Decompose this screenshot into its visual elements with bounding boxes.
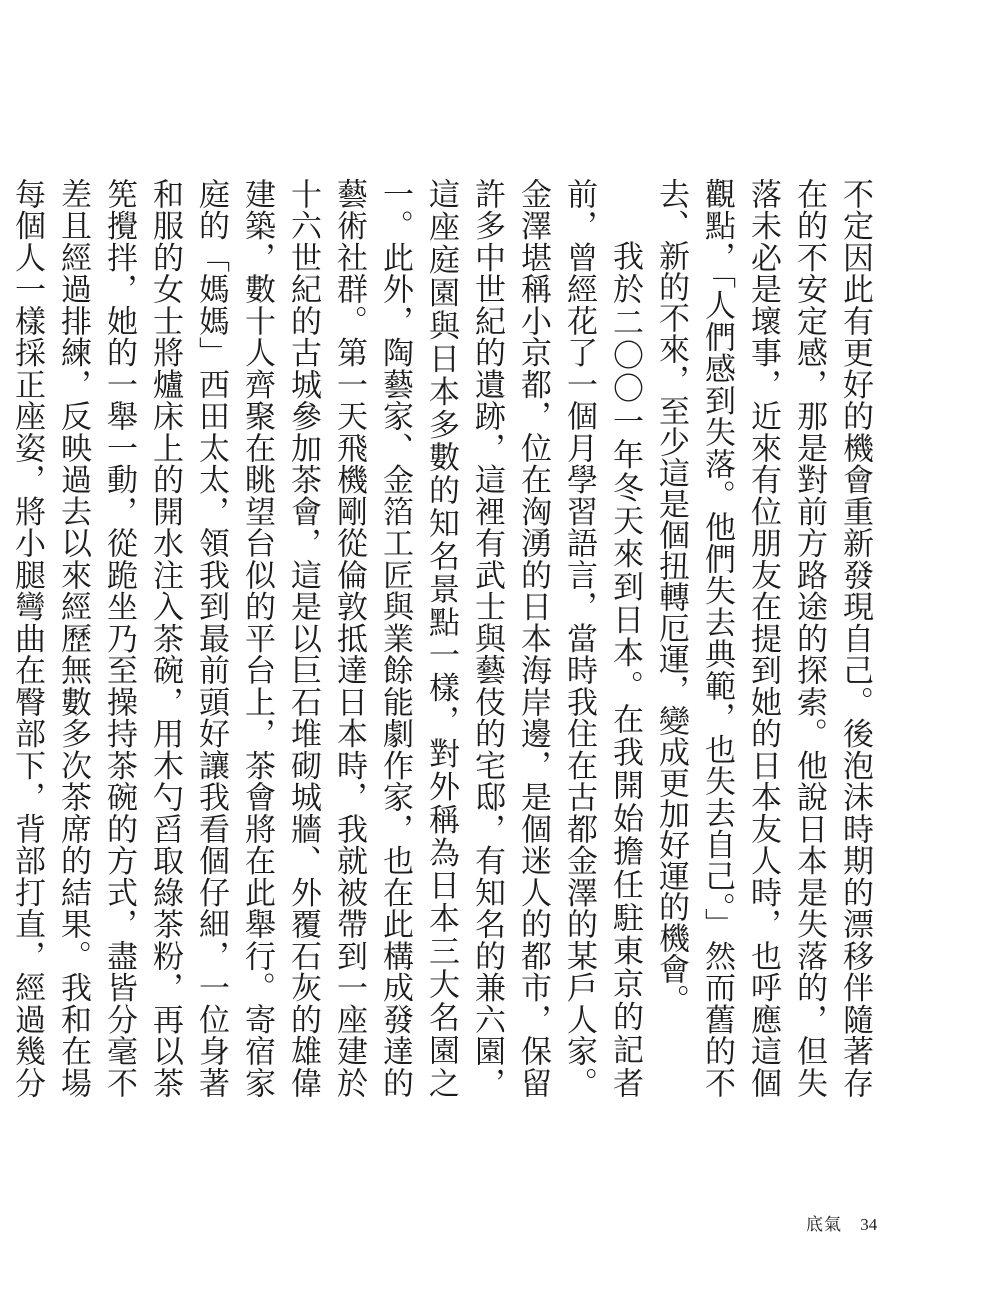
- paragraph-tea-ceremony: 我於二〇〇一年冬天來到日本。在我開始擔任駐東京的記者前，曾經花了一個月學習語言，當時我住在古都金澤的某戶人家。金澤堪稱小京都，位在洶湧的日本海岸邊，是個迷人的都市，保留許多中世紀的遺跡，這裡有武士與藝伎的宅邸，有知名的兼六園，這座庭園與日本多數的知名景點一樣，對外稱為日本三大名園之一。此外，陶藝家、金箔工匠與業餘能劇作家，也在此構成發達的藝術社群。第一天飛機剛從倫敦抵達日本時，我就被帶到一座建於十六世紀的古城參加茶會，這是以巨石堆砌城牆、外覆石灰的雄偉建築，數十人齊聚在眺望台似的平台上，茶會將在此舉行。寄宿家庭的「媽媽」西田太太，領我到最前頭好讓我看個仔細，一位身著和服的女士將爐床上的開水注入茶碗，用木勺舀取綠茶粉，再以茶筅攪拌，她的一舉一動，從跪坐乃至操持茶碗的方式，盡皆分毫不差且經過排練，反映過去以來經歷無數多次茶席的結果。我和在場每個人一樣採正座姿，將小腿彎曲在臀部下，背部打直，經過幾分: [9, 178, 643, 1098]
- page-footer: [806, 1210, 877, 1235]
- vertical-text-body: [0, 178, 878, 1098]
- paragraph-continuation: 不定因此有更好的機會重新發現自己。後泡沫時期的漂移伴隨著存在的不安定感，那是對前方路途的探索。他說日本是失落的，但失落未必是壞事，近來有位朋友在提到她的日本友人時，也呼應這個觀點，「人們感到失落。他們失去典範，也失去自己。」然而舊的不去、新的不來，至少這是個扭轉厄運，變成更加好運的機會。: [653, 178, 873, 1098]
- page-number: 34: [860, 1215, 878, 1234]
- running-title: 底氣: [806, 1215, 842, 1234]
